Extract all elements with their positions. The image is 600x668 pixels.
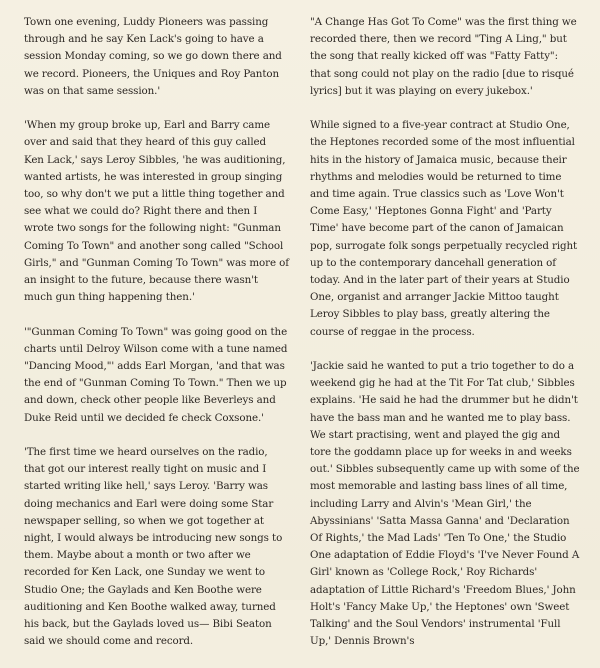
paragraph: Town one evening, Luddy Pioneers was passing through and he say Ken Lack's going to have a session Monday coming, so we go down there and we record. Pioneers, the Uniques and Roy Panton was on that same session.' bbox=[24, 16, 282, 97]
right-text-column bbox=[310, 14, 580, 668]
paragraph: "A Change Has Got To Come" was the first thing we recorded there, then we record "Ting A Ling," but the song that really kicked off was "Fatty Fatty": that song could not play on the radio [due to risqué lyrics] but it was playing on every jukebox.' bbox=[310, 16, 577, 97]
paragraph: While signed to a five-year contract at Studio One, the Heptones recorded some of the most influential hits in the history of Jamaica music, because their rhythms and melodies would be returned to time and time again. True classics such as 'Love Won't Come Easy,' 'Heptones Gonna Fight' and 'Party Time' have become part of the canon of Jamaican pop, surrogate folk songs perpetually recycled right up to the contemporary dancehall generation of today. And in the later part of their years at Studio One, organist and arranger Jackie Mittoo taught Leroy Sibbles to play bass, greatly altering the course of reggae in the process. bbox=[310, 119, 578, 338]
paragraph: 'Jackie said he wanted to put a trio together to do a weekend gig he had at the Tit For Tat club,' Sibbles explains. 'He said he had the drummer but he didn't have the bass man and he wanted me to play bass. We start practising, went and played the gig and tore the goddamn place up for weeks in and weeks out.' Sibbles subsequently came up with some of the most memorable and lasting bass lines of all time, including Larry and Alvin's 'Mean Girl,' the Abyssinians' 'Satta Massa Ganna' and 'Declaration Of Rights,' the Mad Lads' 'Ten To One,' the Studio One adaptation of Eddie Floyd's 'I've Never Found A Girl' known as 'College Rock,' Roy Richards' adaptation of Little Richard's 'Freedom Blues,' John Holt's 'Fancy Make Up,' the Heptones' own 'Sweet Talking' and the Soul Vendors' instrumental 'Full Up,' Dennis Brown's bbox=[310, 360, 580, 648]
paragraph: '"Gunman Coming To Town" was going good on the charts until Delroy Wilson come with a tune named "Dancing Mood,"' adds Earl Morgan, 'and that was the end of "Gunman Coming To Town." Then we up and down, check other people like Beverleys and Duke Reid until we decided fe check Coxsone.' bbox=[24, 325, 288, 424]
paragraph: 'When my group broke up, Earl and Barry came over and said that they heard of this guy called Ken Lack,' says Leroy Sibbles, 'he was auditioning, wanted artists, he was interested in group singing too, so why don't we put a little thing together and see what we could do? Right there and then I wrote two songs for the following night: "Gunman Coming To Town" and another song called "School Girls," and "Gunman Coming To Town" was more of an insight to the future, because there wasn't much gun thing happening then.' bbox=[24, 119, 289, 304]
paragraph: 'The first time we heard ourselves on the radio, that got our interest really tight on music and I started writing like hell,' says Leroy. 'Barry was doing mechanics and Earl were doing some Star newspaper selling, so when we got together at night, I would always be introducing new songs to them. Maybe about a month or two after we recorded for Ken Lack, one Sunday we went to Studio One; the Gaylads and Ken Boothe were auditioning and Ken Boothe walked away, turned his back, but the Gaylads loved us— Bibi Seaton said we should come and record. bbox=[24, 446, 283, 648]
left-text-column bbox=[24, 14, 289, 668]
